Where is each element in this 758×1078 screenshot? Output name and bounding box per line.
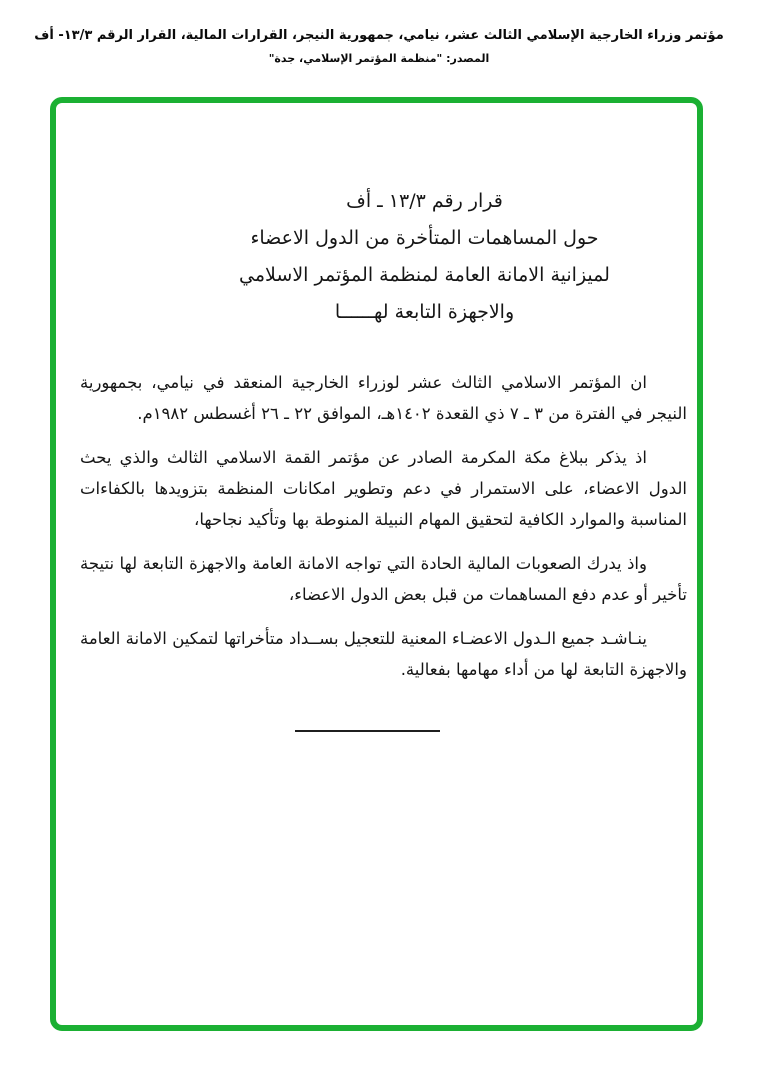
resolution-body — [80, 367, 687, 685]
paragraph-recalling-makkah: اذ يذكر ببلاغ مكة المكرمة الصادر عن مؤتمر القمة الاسلامي الثالث والذي يحث الدول الاعضاء، على الاستمرار في دعم وتطوير امكانات المنظمة بتزويدها بالكفاءات المناسبة والموارد الكافية لتحقيق المهام النبيلة المنوطة بها وتأكيد نجاحها، — [80, 448, 687, 529]
paragraph-appeal-states: ينـاشـد جميع الـدول الاعضـاء المعنية للتعجيل بســداد متأخراتها لتمكين الامانة العامة والاجهزة التابعة لها من أداء مهامها بفعالية. — [80, 629, 687, 679]
paragraph-aware-difficulties: واذ يدرك الصعوبات المالية الحادة التي تواجه الامانة العامة والاجهزة التابعة لها نتيجة تأخير أو عدم دفع المساهمات من قبل بعض الدول الاعضاء، — [80, 554, 687, 604]
header-source-line: المصدر: "منظمة المؤتمر الإسلامي، جدة" — [268, 52, 490, 65]
document-header — [0, 28, 758, 65]
header-citation-line: مؤتمر وزراء الخارجية الإسلامي الثالث عشر، نيامي، جمهورية النيجر، القرارات المالية، القرار الرقم ١٣/٣- أف — [34, 28, 724, 43]
title-line-2: حول المساهمات المتأخرة من الدول الاعضاء — [250, 227, 599, 249]
title-line-3: لميزانية الامانة العامة لمنظمة المؤتمر الاسلامي — [239, 264, 610, 286]
separator-line — [295, 730, 440, 732]
title-line-4: والاجهزة التابعة لهــــــا — [334, 301, 515, 323]
document-frame — [50, 97, 703, 1031]
title-line-1: قرار رقم ١٣/٣ ـ أف — [346, 190, 503, 212]
paragraph-preamble-session: ان المؤتمر الاسلامي الثالث عشر لوزراء الخارجية المنعقد في نيامي، بجمهورية النيجر في الفترة من ٣ ـ ٧ ذي القعدة ١٤٠٢هـ، الموافق ٢٢ ـ ٢٦ أغسطس ١٩٨٢م. — [80, 373, 687, 423]
resolution-title — [104, 183, 745, 331]
